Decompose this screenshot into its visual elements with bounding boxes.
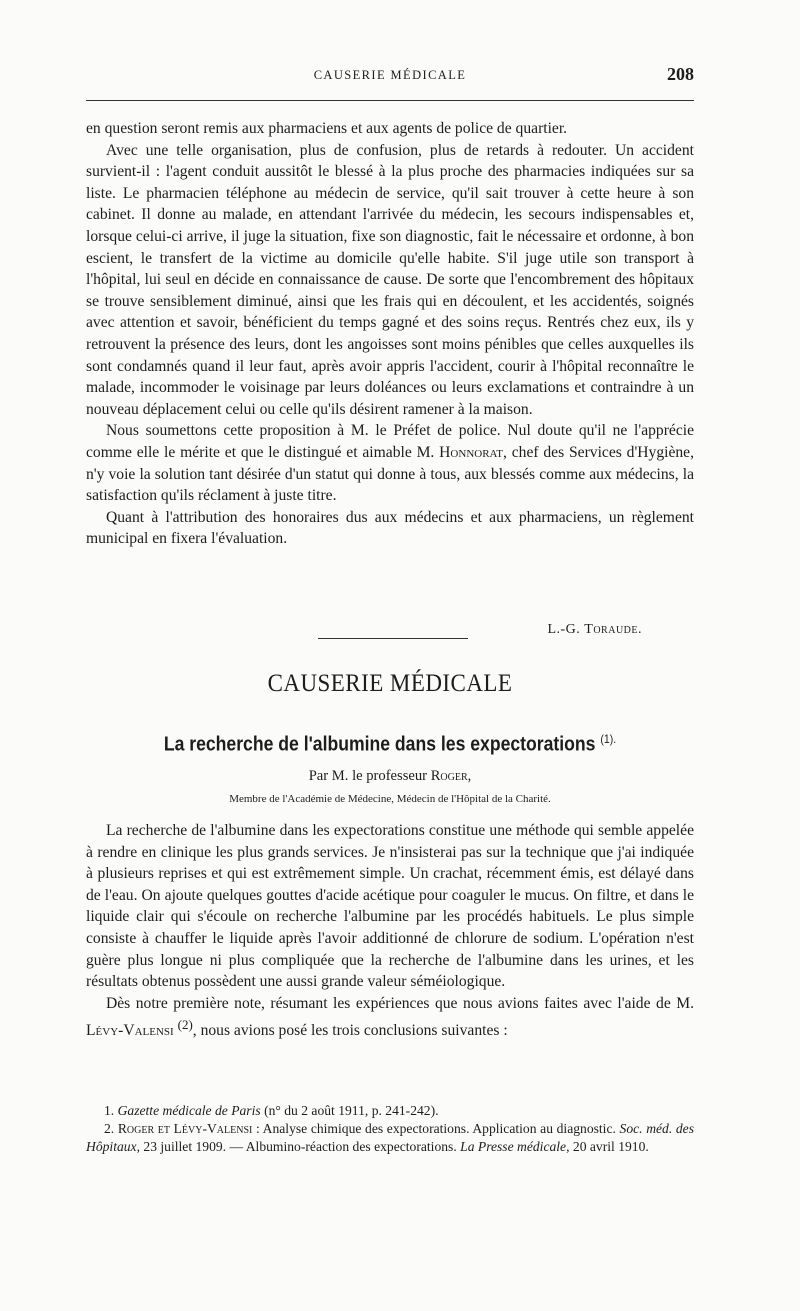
section-title: CAUSERIE MÉDICALE	[267, 670, 513, 697]
author-name: Roger,	[430, 768, 472, 784]
conclusions-text: Dès notre première note, résumant les expériences que nous avions faites avec l'aide de M.	[106, 994, 694, 1012]
header-rule	[86, 100, 694, 101]
footnotes	[86, 1102, 694, 1156]
person-name: Honnorat	[439, 443, 503, 461]
signature-name: Toraude.	[584, 622, 642, 637]
byline-prefix: Par M. le professeur	[308, 768, 431, 784]
signature-row	[86, 622, 694, 646]
footnote-2	[86, 1120, 694, 1156]
page	[86, 62, 694, 1154]
footnote-2-source-2: La Presse médicale	[460, 1139, 567, 1154]
footnote-1-source: Gazette médicale de Paris	[117, 1103, 261, 1118]
footnote-1-number: 1.	[104, 1103, 118, 1118]
page-number: 208	[667, 64, 694, 84]
footnote-2-authors: Roger et Lévy-Valensi	[117, 1121, 253, 1136]
footnote-ref-1: (1).	[600, 732, 617, 746]
running-header	[86, 62, 694, 92]
byline	[86, 768, 694, 785]
paragraph-organisation: Avec une telle organisation, plus de confusion, plus de retards à redouter. Un accident survient-il : l'agent conduit aussitôt le blessé à la plus proche des pharmacies indiquées sur sa liste. Le pharmacien téléphone au médecin de service, qu'il sait trouver à cette heure à son cabinet. Il donne au malade, en attendant l'arrivée du médecin, les secours indispensables et, lorsque celui-ci arrive, il juge la situation, fixe son diagnostic, fait le nécessaire et ordonne, à bon escient, le transfert de la victime au domicile qu'elle habite. S'il juge utile son transport à l'hôpital, lui seul en décide en connaissance de cause. De sorte que l'encombrement des hôpitaux se trouve sensiblement diminué, ainsi que les frais qui en découlent, et les accidentés, soignés avec attention et savoir, bénéficient du temps gagné et des soins reçus. Rentrés chez eux, ils y retrouvent la présence des leurs, dont les angoisses sont moins pénibles que celles auxquelles ils sont condamnés quand il leur faut, après avoir appris l'accident, courir à l'hôpital reconnaître le malade, incommoder le voisinage par leurs doléances ou leurs exclamations et contraindre à un nouveau déplacement celui ou celle qu'ils désirent ramener à la maison.	[86, 141, 694, 418]
article-title-text: La recherche de l'albumine dans les expectorations	[163, 733, 596, 756]
end-rule	[318, 638, 468, 639]
footnote-2-text: : Analyse chimique des expectorations. Application au diagnostic.	[252, 1121, 620, 1136]
footnote-1	[86, 1102, 694, 1120]
conclusions-text-end: , nous avions posé les trois conclusions suivantes :	[192, 1022, 508, 1040]
running-title: CAUSERIE MÉDICALE	[313, 68, 467, 82]
footnote-2-number: 2.	[104, 1121, 118, 1136]
coauthor-name: Lévy-Valensi	[86, 1022, 174, 1040]
signature-initials: L.-G.	[547, 622, 585, 637]
paragraph-proposition	[86, 420, 694, 506]
footnote-2-text-3: , 20 avril 1910.	[566, 1139, 649, 1154]
footnote-2-source-1: Soc. méd. des Hôpitaux	[86, 1121, 694, 1154]
previous-article-text	[86, 118, 694, 550]
proposition-text-end: , chef des Services d'Hygiène, n'y voie la solution tant désirée d'un statut qui donne à tous, aux blessés comme aux médecins, la satisfaction qu'ils réclament à juste titre.	[86, 443, 694, 505]
paragraph-conclusions	[86, 993, 694, 1042]
article-text	[86, 820, 694, 1042]
author-signature	[547, 622, 642, 638]
paragraph-method: La recherche de l'albumine dans les expectorations constitue une méthode qui semble appelée à rendre en clinique les plus grands services. Je n'insisterai pas sur la technique que j'ai indiquée à plusieurs reprises et qui est extrêmement simple. Un crachat, récemment émis, est délayé dans de l'eau. On ajoute quelques gouttes d'acide acétique pour coaguler le mucus. On filtre, et dans le liquide clair qui s'écoule on recherche l'albumine par les procédés habituels. Le plus simple consiste à chauffer le liquide après l'avoir additionné de chlorure de sodium. L'opération n'est guère plus longue ni plus compliquée que la recherche de l'albumine dans les urines, et les résultats obtenus possèdent une aussi grande valeur séméiologique.	[86, 822, 694, 991]
article-title	[122, 732, 657, 757]
paragraph-continuation: en question seront remis aux pharmaciens et aux agents de police de quartier.	[86, 120, 568, 137]
author-affiliation: Membre de l'Académie de Médecine, Médecin de l'Hôpital de la Charité.	[229, 793, 551, 805]
paragraph-honoraires: Quant à l'attribution des honoraires dus aux médecins et aux pharmaciens, un règlement municipal en fixera l'évaluation.	[86, 508, 694, 548]
footnote-1-text: (n° du 2 août 1911, p. 241-242).	[260, 1103, 439, 1118]
proposition-text: Nous soumettons cette proposition à M. le Préfet de police. Nul doute qu'il ne l'apprécie comme elle le mérite et que le distingué et aimable M.	[86, 422, 694, 461]
footnote-ref-2: (2)	[177, 1017, 193, 1033]
footnote-2-text-2: , 23 juillet 1909. — Albumino-réaction des expectorations.	[136, 1139, 461, 1154]
